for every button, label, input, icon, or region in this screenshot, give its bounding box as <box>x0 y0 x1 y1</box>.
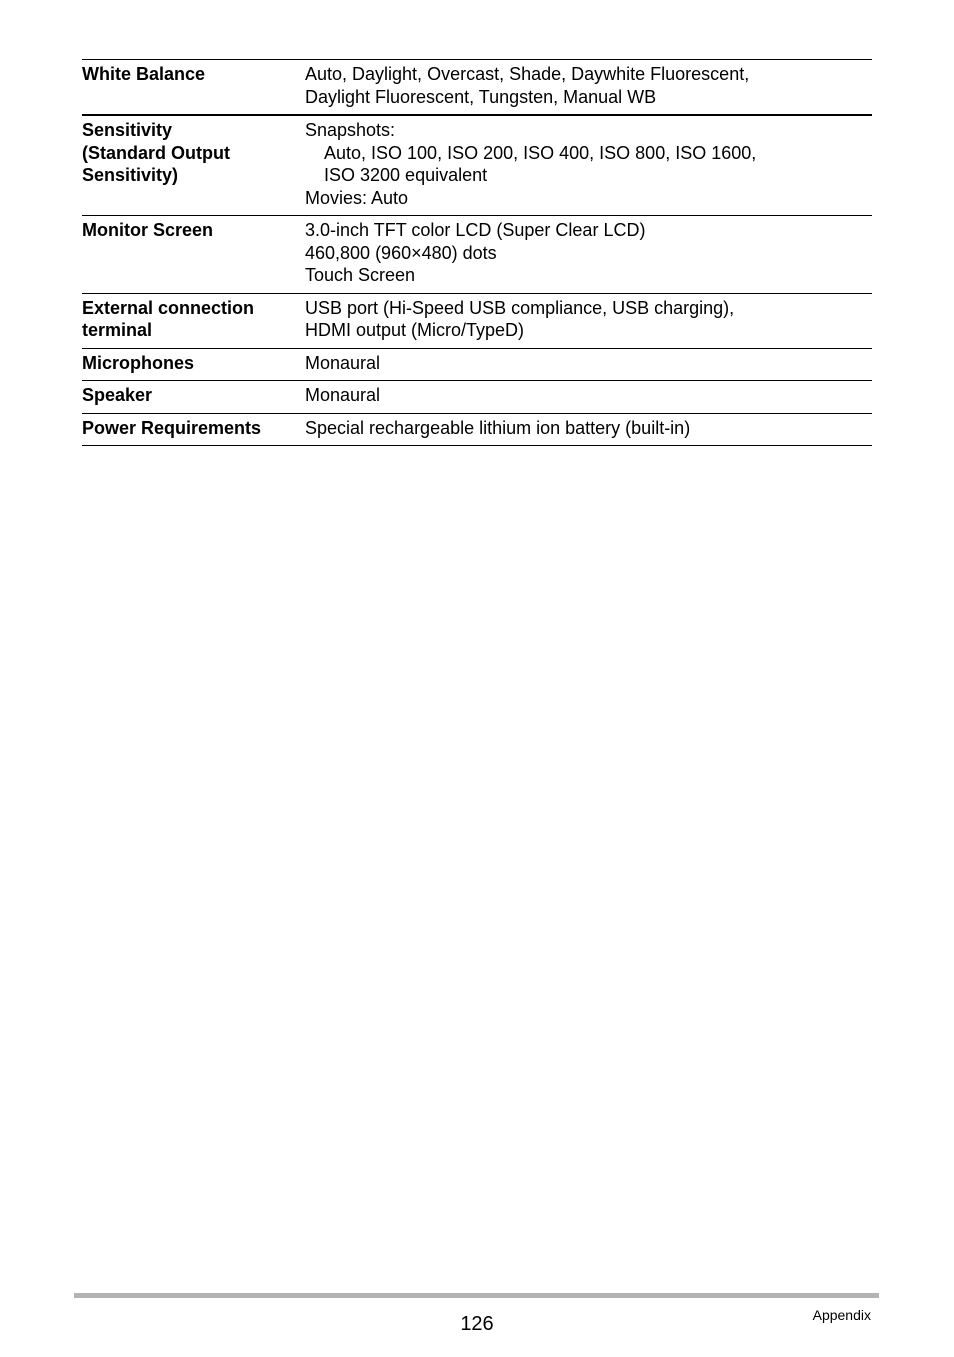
spec-value-line: 460,800 (960×480) dots <box>305 242 497 263</box>
spec-label <box>82 216 305 294</box>
spec-value-line: Monaural <box>305 352 381 373</box>
spec-label <box>82 381 305 414</box>
section-name: Appendix <box>812 1307 871 1323</box>
spec-label-line: Monitor Screen <box>82 220 214 240</box>
spec-label-line: terminal <box>82 320 153 340</box>
spec-label <box>82 413 305 446</box>
spec-label-line: White Balance <box>82 64 206 84</box>
spec-value <box>305 381 872 414</box>
spec-label <box>82 293 305 348</box>
spec-row <box>82 348 872 381</box>
spec-value-line: Touch Screen <box>305 265 416 285</box>
specifications-table-body <box>82 60 872 446</box>
spec-value <box>305 60 872 116</box>
spec-label <box>82 60 305 116</box>
spec-label-line: Sensitivity <box>82 120 173 140</box>
spec-row <box>82 381 872 414</box>
spec-value-line: Auto, ISO 100, ISO 200, ISO 400, ISO 800, ISO 1600, <box>324 142 757 163</box>
spec-label-line: Sensitivity) <box>82 165 179 185</box>
spec-row <box>82 60 872 116</box>
page-number: 126 <box>460 1313 494 1335</box>
spec-value-line: Special rechargeable lithium ion battery (built-in) <box>305 417 691 438</box>
spec-value-line: USB port (Hi-Speed USB compliance, USB charging), <box>305 297 735 318</box>
spec-value-line: Auto, Daylight, Overcast, Shade, Daywhite Fluorescent, <box>305 64 750 84</box>
spec-label <box>82 115 305 216</box>
spec-value <box>305 115 872 216</box>
spec-value-line: 3.0-inch TFT color LCD (Super Clear LCD) <box>305 220 646 240</box>
spec-value-line: Snapshots: <box>305 120 396 140</box>
spec-row <box>82 413 872 446</box>
spec-label-line: Microphones <box>82 352 195 373</box>
spec-value-line: ISO 3200 equivalent <box>324 165 488 185</box>
spec-value-line: HDMI output (Micro/TypeD) <box>305 320 525 340</box>
spec-value-line: Monaural <box>305 385 381 405</box>
spec-row <box>82 216 872 294</box>
spec-label <box>82 348 305 381</box>
spec-row <box>82 293 872 348</box>
spec-value <box>305 413 872 446</box>
spec-label-line: (Standard Output <box>82 142 230 163</box>
spec-value <box>305 216 872 294</box>
footer-divider <box>74 1293 879 1298</box>
spec-value <box>305 348 872 381</box>
spec-row <box>82 115 872 216</box>
spec-value <box>305 293 872 348</box>
spec-value-line: Daylight Fluorescent, Tungsten, Manual WB <box>305 86 657 107</box>
specifications-table <box>82 59 872 446</box>
spec-label-line: Speaker <box>82 385 153 405</box>
spec-label-line: External connection <box>82 297 255 318</box>
spec-value-line: Movies: Auto <box>305 187 409 208</box>
spec-label-line: Power Requirements <box>82 417 262 438</box>
